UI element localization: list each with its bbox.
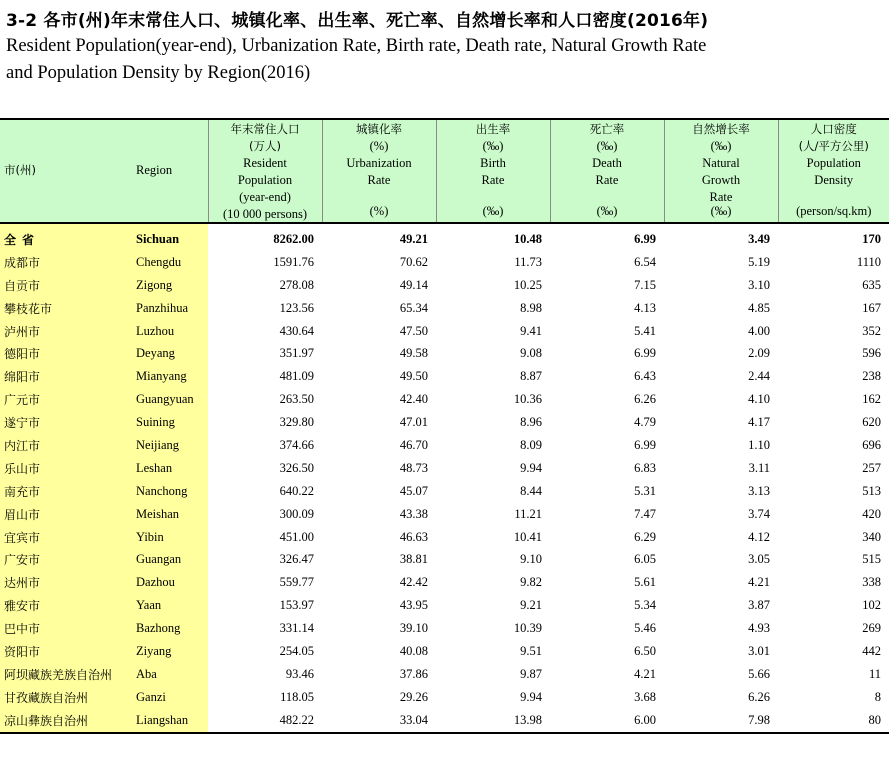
row-density: 102 [862, 598, 881, 613]
row-urban: 43.95 [399, 598, 428, 613]
row-birth: 8.96 [520, 415, 542, 430]
row-growth: 3.11 [748, 460, 770, 475]
row-density: 635 [862, 277, 881, 292]
row-urban: 39.10 [399, 621, 428, 636]
row-death: 5.61 [634, 575, 656, 590]
header-growth-unit-cn: (‰) [710, 139, 732, 153]
row-death: 6.54 [634, 254, 656, 269]
header-density-en2: Density [814, 173, 854, 187]
row-urban: 49.58 [399, 346, 428, 361]
row-city-cn: 雅安市 [0, 594, 130, 617]
table-row [0, 365, 889, 388]
row-death: 3.68 [634, 689, 656, 704]
row-death: 6.83 [634, 460, 656, 475]
row-region: Aba [130, 663, 208, 686]
row-growth: 4.10 [748, 392, 770, 407]
row-growth: 3.13 [748, 483, 770, 498]
row-death: 6.00 [550, 709, 664, 733]
header-urbanization-cn: 城镇化率 [356, 122, 402, 136]
row-death: 6.99 [634, 437, 656, 452]
table-row [0, 594, 889, 617]
row-birth: 11.73 [514, 254, 542, 269]
row-city-cn: 阿坝藏族羌族自治州 [0, 663, 130, 686]
header-population-en2: Population [237, 173, 293, 187]
row-birth: 8.98 [520, 300, 542, 315]
population-table [0, 118, 889, 734]
row-density: 170 [862, 231, 881, 246]
row-city-cn: 巴中市 [0, 617, 130, 640]
row-death: 6.05 [634, 552, 656, 567]
row-urban: 49.14 [399, 277, 428, 292]
row-city-cn: 内江市 [0, 434, 130, 457]
row-birth: 9.10 [520, 552, 542, 567]
row-growth: 5.19 [748, 254, 770, 269]
table-row [0, 434, 889, 457]
table-row [0, 526, 889, 549]
row-death: 6.99 [634, 346, 656, 361]
row-region: Suining [130, 411, 208, 434]
row-birth: 9.87 [520, 666, 542, 681]
row-birth: 9.94 [520, 460, 542, 475]
row-city-cn: 达州市 [0, 571, 130, 594]
row-growth: 6.26 [748, 689, 770, 704]
row-growth: 3.05 [748, 552, 770, 567]
row-urban: 46.70 [399, 437, 428, 452]
header-birth-rate [436, 119, 550, 223]
row-city-cn: 乐山市 [0, 457, 130, 480]
header-population-unit-cn: (万人) [249, 139, 281, 153]
row-city-cn: 绵阳市 [0, 365, 130, 388]
row-urban: 49.50 [399, 369, 428, 384]
row-region: Deyang [130, 342, 208, 365]
row-region: Leshan [130, 457, 208, 480]
row-urban: 42.40 [399, 392, 428, 407]
header-death-en2: Rate [595, 173, 619, 187]
row-city-cn: 资阳市 [0, 640, 130, 663]
row-city-cn: 自贡市 [0, 274, 130, 297]
row-urban: 46.63 [399, 529, 428, 544]
header-death-unit: (‰) [596, 204, 618, 218]
header-growth-unit: (‰) [710, 204, 732, 218]
row-city-cn: 眉山市 [0, 503, 130, 526]
header-death-en1: Death [592, 156, 622, 170]
header-city-cn: 市(州) [0, 119, 130, 223]
row-region: Panzhihua [130, 297, 208, 320]
row-urban: 40.08 [399, 643, 428, 658]
row-birth: 9.08 [520, 346, 542, 361]
row-density: 80 [778, 709, 889, 733]
row-region: Ziyang [130, 640, 208, 663]
row-growth: 4.17 [748, 415, 770, 430]
row-birth: 10.36 [513, 392, 542, 407]
row-birth: 9.94 [520, 689, 542, 704]
row-density: 442 [862, 643, 881, 658]
row-urban: 42.42 [399, 575, 428, 590]
row-death: 7.15 [634, 277, 656, 292]
table-row [0, 548, 889, 571]
row-density: 420 [862, 506, 881, 521]
row-birth: 9.21 [520, 598, 542, 613]
header-birth-cn: 出生率 [475, 122, 511, 136]
row-density: 1110 [856, 254, 881, 269]
row-pop: 93.46 [285, 666, 314, 681]
row-urban: 47.50 [399, 323, 428, 338]
row-growth: 4.00 [748, 323, 770, 338]
row-birth: 8.44 [520, 483, 542, 498]
table-row [0, 617, 889, 640]
row-pop: 300.09 [279, 506, 314, 521]
row-birth: 10.39 [513, 621, 542, 636]
header-density-cn: 人口密度 [810, 122, 857, 136]
row-region: Guangan [130, 548, 208, 571]
row-city-cn: 凉山彝族自治州 [0, 709, 130, 733]
table-title-english-line2: and Population Density by Region(2016) [6, 63, 311, 83]
header-urbanization [322, 119, 436, 223]
row-urban: 48.73 [399, 460, 428, 475]
row-city-cn: 广元市 [0, 388, 130, 411]
row-density: 8 [874, 689, 881, 704]
row-city-cn: 宜宾市 [0, 526, 130, 549]
header-growth-cn: 自然增长率 [692, 122, 750, 136]
header-urbanization-unit: (%) [369, 204, 389, 218]
row-death: 5.41 [634, 323, 656, 338]
table-row [0, 457, 889, 480]
row-pop: 374.66 [279, 437, 314, 452]
header-density-unit-cn: (人/平方公里) [798, 139, 869, 153]
row-growth: 3.01 [748, 643, 770, 658]
row-birth: 13.98 [436, 709, 550, 733]
row-growth: 4.93 [748, 621, 770, 636]
row-birth: 10.48 [513, 231, 542, 246]
row-pop: 326.47 [279, 552, 314, 567]
row-growth: 2.09 [748, 346, 770, 361]
row-growth: 1.10 [748, 437, 770, 452]
row-pop: 482.22 [208, 709, 322, 733]
row-growth: 3.87 [748, 598, 770, 613]
row-density: 620 [862, 415, 881, 430]
header-row [0, 119, 889, 223]
header-birth-en1: Birth [480, 156, 506, 170]
header-growth-en3: Rate [709, 190, 733, 204]
row-death: 5.34 [634, 598, 656, 613]
row-density: 338 [862, 575, 881, 590]
header-birth-unit-cn: (‰) [482, 139, 504, 153]
row-density: 515 [862, 552, 881, 567]
header-birth-en2: Rate [481, 173, 505, 187]
table-row [0, 388, 889, 411]
row-pop: 1591.76 [273, 254, 314, 269]
header-death-unit-cn: (‰) [596, 139, 618, 153]
row-region: Bazhong [130, 617, 208, 640]
header-population [208, 119, 322, 223]
header-death-rate [550, 119, 664, 223]
row-birth: 9.82 [520, 575, 542, 590]
table-row [0, 503, 889, 526]
row-urban: 65.34 [399, 300, 428, 315]
row-death: 5.46 [634, 621, 656, 636]
table-row [0, 223, 889, 251]
row-urban: 37.86 [399, 666, 428, 681]
row-density: 167 [862, 300, 881, 315]
row-growth: 2.44 [748, 369, 770, 384]
table-row [0, 480, 889, 503]
row-pop: 430.64 [279, 323, 314, 338]
row-density: 340 [862, 529, 881, 544]
table-row [0, 342, 889, 365]
row-region: Nanchong [130, 480, 208, 503]
row-growth: 5.66 [748, 666, 770, 681]
header-urbanization-en2: Rate [367, 173, 391, 187]
row-growth: 3.74 [748, 506, 770, 521]
row-growth: 4.85 [748, 300, 770, 315]
header-growth-en2: Growth [701, 173, 741, 187]
row-region: Sichuan [130, 223, 208, 251]
header-density-en1: Population [806, 156, 861, 170]
header-growth-rate [664, 119, 778, 223]
row-death: 6.50 [634, 643, 656, 658]
row-death: 7.47 [634, 506, 656, 521]
header-population-cn: 年末常住人口 [230, 122, 300, 136]
row-death: 6.26 [634, 392, 656, 407]
table-row [0, 709, 889, 733]
row-urban: 38.81 [399, 552, 428, 567]
row-pop: 331.14 [279, 621, 314, 636]
row-urban: 49.21 [399, 231, 428, 246]
row-growth: 3.49 [748, 231, 770, 246]
row-city-cn: 全省 [0, 223, 130, 251]
row-city-cn: 泸州市 [0, 320, 130, 343]
row-pop: 329.80 [279, 415, 314, 430]
row-death: 6.29 [634, 529, 656, 544]
row-pop: 8262.00 [273, 231, 314, 246]
table-row [0, 663, 889, 686]
header-death-cn: 死亡率 [589, 122, 625, 136]
row-pop: 326.50 [279, 460, 314, 475]
row-density: 696 [862, 437, 881, 452]
table-row [0, 274, 889, 297]
row-density: 513 [862, 483, 881, 498]
row-growth: 7.98 [664, 709, 778, 733]
row-growth: 4.21 [748, 575, 770, 590]
row-pop: 254.05 [279, 643, 314, 658]
row-density: 352 [862, 323, 881, 338]
row-death: 4.13 [634, 300, 656, 315]
header-density-unit: (person/sq.km) [796, 204, 872, 218]
row-region: Ganzi [130, 686, 208, 709]
row-region: Luzhou [130, 320, 208, 343]
row-urban: 29.26 [399, 689, 428, 704]
header-density [778, 119, 889, 223]
row-urban: 43.38 [399, 506, 428, 521]
header-population-unit: (10 000 persons) [222, 207, 307, 221]
row-city-cn: 成都市 [0, 251, 130, 274]
header-urbanization-en1: Urbanization [346, 156, 412, 170]
header-population-en3: (year-end) [239, 190, 291, 204]
table-body [0, 223, 889, 733]
row-region: Liangshan [130, 709, 208, 733]
header-urbanization-unit-cn: (%) [369, 139, 389, 153]
table-row [0, 320, 889, 343]
header-birth-unit: (‰) [482, 204, 504, 218]
row-urban: 70.62 [399, 254, 428, 269]
row-region: Yibin [130, 526, 208, 549]
row-growth: 3.10 [748, 277, 770, 292]
row-growth: 4.12 [748, 529, 770, 544]
table-row [0, 251, 889, 274]
row-city-cn: 甘孜藏族自治州 [0, 686, 130, 709]
table-row [0, 297, 889, 320]
row-region: Chengdu [130, 251, 208, 274]
row-death: 4.21 [634, 666, 656, 681]
row-city-cn: 遂宁市 [0, 411, 130, 434]
row-urban: 33.04 [322, 709, 436, 733]
table-row [0, 686, 889, 709]
row-region: Dazhou [130, 571, 208, 594]
row-pop: 153.97 [279, 598, 314, 613]
row-region: Yaan [130, 594, 208, 617]
table-title-english-line1: Resident Population(year-end), Urbanization Rate, Birth rate, Death rate, Natural Growth Rate [6, 36, 707, 56]
row-pop: 351.97 [279, 346, 314, 361]
row-region: Meishan [130, 503, 208, 526]
row-region: Mianyang [130, 365, 208, 388]
row-pop: 118.05 [280, 689, 314, 704]
row-pop: 640.22 [279, 483, 314, 498]
row-region: Zigong [130, 274, 208, 297]
row-density: 269 [862, 621, 881, 636]
row-pop: 263.50 [279, 392, 314, 407]
row-birth: 11.21 [514, 506, 542, 521]
table-title-chinese: 3-2 各市(州)年末常住人口、城镇化率、出生率、死亡率、自然增长率和人口密度(2016年) [6, 11, 709, 31]
row-pop: 451.00 [279, 529, 314, 544]
row-death: 4.79 [634, 415, 656, 430]
row-density: 162 [862, 392, 881, 407]
row-city-cn: 攀枝花市 [0, 297, 130, 320]
header-growth-en1: Natural [702, 156, 740, 170]
row-birth: 8.09 [520, 437, 542, 452]
row-pop: 278.08 [279, 277, 314, 292]
row-urban: 45.07 [399, 483, 428, 498]
row-birth: 10.25 [513, 277, 542, 292]
row-death: 6.99 [634, 231, 656, 246]
row-region: Neijiang [130, 434, 208, 457]
row-death: 5.31 [634, 483, 656, 498]
row-pop: 559.77 [279, 575, 314, 590]
table-row [0, 640, 889, 663]
row-density: 238 [862, 369, 881, 384]
row-pop: 481.09 [279, 369, 314, 384]
row-city-cn: 广安市 [0, 548, 130, 571]
row-urban: 47.01 [399, 415, 428, 430]
row-birth: 9.51 [520, 643, 542, 658]
row-death: 6.43 [634, 369, 656, 384]
row-city-cn: 南充市 [0, 480, 130, 503]
row-city-cn: 德阳市 [0, 342, 130, 365]
header-region: Region [130, 119, 208, 223]
row-density: 257 [862, 460, 881, 475]
row-pop: 123.56 [279, 300, 314, 315]
table-row [0, 411, 889, 434]
row-birth: 8.87 [520, 369, 542, 384]
row-density: 596 [862, 346, 881, 361]
header-population-en1: Resident [243, 156, 287, 170]
row-region: Guangyuan [130, 388, 208, 411]
row-birth: 10.41 [513, 529, 542, 544]
row-birth: 9.41 [520, 323, 542, 338]
table-row [0, 571, 889, 594]
row-density: 11 [868, 666, 881, 681]
